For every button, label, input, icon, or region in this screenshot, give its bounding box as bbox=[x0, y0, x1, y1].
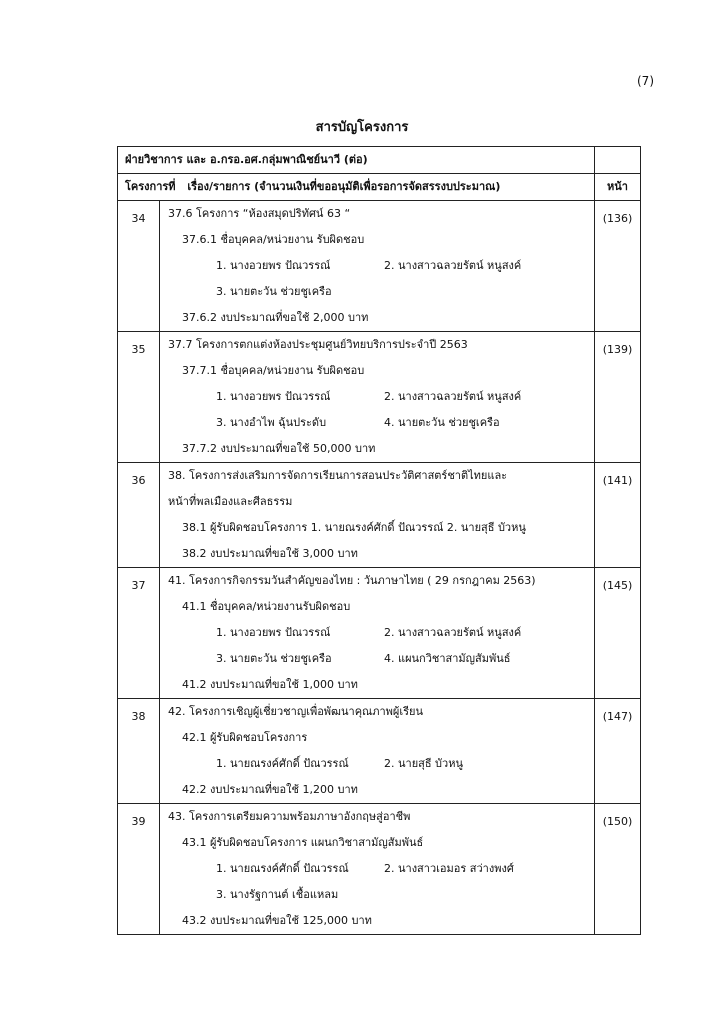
budget-line: 43.2 งบประมาณที่ขอใช้ 125,000 บาท bbox=[182, 914, 372, 927]
page-number: (7) bbox=[637, 74, 654, 88]
responsible-person: 3. นายตะวัน ช่วยชูเครือ bbox=[216, 652, 332, 665]
project-row bbox=[118, 463, 641, 568]
responsible-people-line bbox=[160, 620, 594, 646]
responsible-people-line bbox=[160, 646, 594, 672]
responsible-person: 3. นางอำไพ ฉุ้นประดับ bbox=[216, 416, 327, 429]
project-page-ref: (145) bbox=[595, 568, 641, 699]
column-header-page: หน้า bbox=[595, 174, 641, 201]
project-row bbox=[118, 568, 641, 699]
responsible-person: 1. นายณรงค์ศักดิ์ ปัณวรรณ์ bbox=[216, 862, 349, 875]
project-title-line: 37.7 โครงการตกแต่งห้องประชุมศูนย์วิทยบริการประจำปี 2563 bbox=[168, 338, 468, 351]
responsible-label: 41.1 ชื่อบุคคล/หน่วยงานรับผิดชอบ bbox=[182, 600, 351, 613]
responsible-people-line bbox=[160, 253, 594, 279]
section-header-empty-cell bbox=[595, 147, 641, 174]
project-title-line: หน้าที่พลเมืองและศีลธรรม bbox=[168, 495, 293, 508]
project-title-line: 37.6 โครงการ “ห้องสมุดปริทัศน์ 63 “ bbox=[168, 207, 351, 220]
project-number: 35 bbox=[118, 332, 160, 463]
section-header-row bbox=[118, 147, 641, 174]
budget-line: 37.6.2 งบประมาณที่ขอใช้ 2,000 บาท bbox=[182, 311, 369, 324]
responsible-people-line bbox=[160, 856, 594, 882]
section-header: ฝ่ายวิชาการ และ อ.กรอ.อศ.กลุ่มพาณิชย์นาวี (ต่อ) bbox=[118, 147, 595, 174]
responsible-person: 1. นางอวยพร ปัณวรรณ์ bbox=[216, 626, 331, 639]
responsible-person: 2. นางสาวฉลวยรัตน์ หนูสงค์ bbox=[384, 390, 522, 403]
responsible-label: 38.1 ผู้รับผิดชอบโครงการ 1. นายณรงค์ศักดิ์ ปัณวรรณ์ 2. นายสุธี บัวหนู bbox=[182, 521, 526, 534]
responsible-person: 3. นางรัฐกานต์ เชื้อแหลม bbox=[216, 888, 339, 901]
project-row bbox=[118, 804, 641, 935]
responsible-person: 1. นายณรงค์ศักดิ์ ปัณวรรณ์ bbox=[216, 757, 349, 770]
responsible-label: 37.6.1 ชื่อบุคคล/หน่วยงาน รับผิดชอบ bbox=[182, 233, 365, 246]
project-page-ref: (147) bbox=[595, 699, 641, 804]
project-title-line: 38. โครงการส่งเสริมการจัดการเรียนการสอนประวัติศาสตร์ชาติไทยและ bbox=[168, 469, 508, 482]
project-number: 38 bbox=[118, 699, 160, 804]
project-details bbox=[160, 201, 595, 332]
project-details bbox=[160, 568, 595, 699]
project-row bbox=[118, 201, 641, 332]
project-number: 39 bbox=[118, 804, 160, 935]
responsible-person: 4. นายตะวัน ช่วยชูเครือ bbox=[384, 416, 500, 429]
column-header-subject-text: เรื่อง/รายการ (จำนวนเงินที่ขออนุมัติเพื่อรอการจัดสรรงบประมาณ) bbox=[187, 180, 501, 193]
responsible-label: 43.1 ผู้รับผิดชอบโครงการ แผนกวิชาสามัญสัมพันธ์ bbox=[182, 836, 424, 849]
column-header-subject bbox=[118, 174, 595, 201]
responsible-people-line bbox=[160, 279, 594, 305]
responsible-label: 37.7.1 ชื่อบุคคล/หน่วยงาน รับผิดชอบ bbox=[182, 364, 365, 377]
responsible-people-line bbox=[160, 751, 594, 777]
responsible-person: 2. นางสาวเอมอร สว่างพงศ์ bbox=[384, 862, 514, 875]
project-title-line: 42. โครงการเชิญผู้เชี่ยวชาญเพื่อพัฒนาคุณภาพผู้เรียน bbox=[168, 705, 424, 718]
responsible-person: 4. แผนกวิชาสามัญสัมพันธ์ bbox=[384, 652, 511, 665]
project-page-ref: (150) bbox=[595, 804, 641, 935]
project-number: 36 bbox=[118, 463, 160, 568]
column-header-row bbox=[118, 174, 641, 201]
column-header-project-no: โครงการที่ bbox=[125, 180, 176, 193]
project-table bbox=[117, 146, 641, 935]
project-number: 37 bbox=[118, 568, 160, 699]
responsible-person: 2. นายสุธี บัวหนู bbox=[384, 757, 463, 770]
project-details bbox=[160, 463, 595, 568]
project-row bbox=[118, 332, 641, 463]
project-title-line: 41. โครงการกิจกรรมวันสำคัญของไทย : วันภาษาไทย ( 29 กรกฎาคม 2563) bbox=[168, 574, 536, 587]
project-details bbox=[160, 699, 595, 804]
budget-line: 37.7.2 งบประมาณที่ขอใช้ 50,000 บาท bbox=[182, 442, 376, 455]
responsible-person: 1. นางอวยพร ปัณวรรณ์ bbox=[216, 259, 331, 272]
budget-line: 38.2 งบประมาณที่ขอใช้ 3,000 บาท bbox=[182, 547, 358, 560]
budget-line: 41.2 งบประมาณที่ขอใช้ 1,000 บาท bbox=[182, 678, 358, 691]
responsible-person: 1. นางอวยพร ปัณวรรณ์ bbox=[216, 390, 331, 403]
project-page-ref: (136) bbox=[595, 201, 641, 332]
responsible-person: 2. นางสาวฉลวยรัตน์ หนูสงค์ bbox=[384, 626, 522, 639]
responsible-label: 42.1 ผู้รับผิดชอบโครงการ bbox=[182, 731, 308, 744]
project-row bbox=[118, 699, 641, 804]
project-title-line: 43. โครงการเตรียมความพร้อมภาษาอังกฤษสู่อาชีพ bbox=[168, 810, 411, 823]
responsible-people-line bbox=[160, 410, 594, 436]
budget-line: 42.2 งบประมาณที่ขอใช้ 1,200 บาท bbox=[182, 783, 358, 796]
responsible-people-line bbox=[160, 384, 594, 410]
project-details bbox=[160, 332, 595, 463]
project-details bbox=[160, 804, 595, 935]
page-title: สารบัญโครงการ bbox=[315, 120, 409, 135]
responsible-person: 3. นายตะวัน ช่วยชูเครือ bbox=[216, 285, 332, 298]
project-page-ref: (141) bbox=[595, 463, 641, 568]
project-page-ref: (139) bbox=[595, 332, 641, 463]
project-number: 34 bbox=[118, 201, 160, 332]
responsible-people-line bbox=[160, 882, 594, 908]
responsible-person: 2. นางสาวฉลวยรัตน์ หนูสงค์ bbox=[384, 259, 522, 272]
